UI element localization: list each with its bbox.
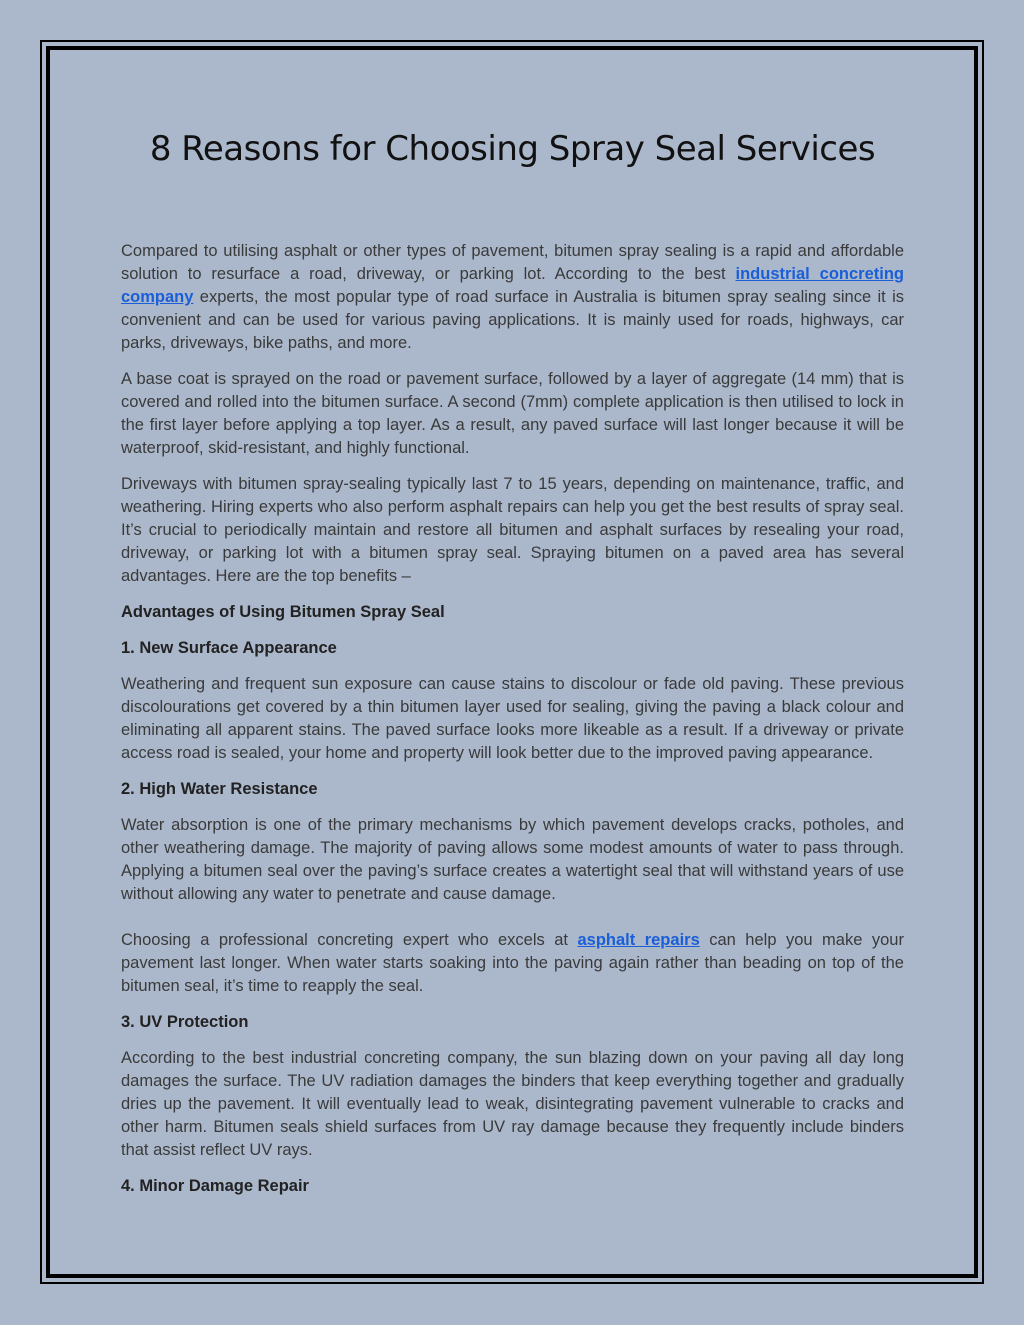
intro-paragraph bbox=[121, 240, 904, 355]
uv-protection-heading: 3. UV Protection bbox=[121, 1013, 249, 1031]
asphalt-repairs-link[interactable]: asphalt repairs bbox=[577, 931, 700, 949]
intro-text-start: Compared to utilising asphalt or other types of pavement, bitumen spray sealing is a rapid and affordable solution to resurface a road, driveway, or parking lot. According to the best bbox=[121, 242, 904, 283]
water-resistance-heading: 2. High Water Resistance bbox=[121, 780, 318, 798]
new-surface-heading: 1. New Surface Appearance bbox=[121, 639, 337, 657]
water-resistance-paragraph-2 bbox=[121, 929, 904, 998]
water-resistance-paragraph: Water absorption is one of the primary mechanisms by which pavement develops cracks, potholes, and other weathering damage. The majority of paving allows some modest amounts of water to pass through. Applying a bitumen seal over the paving’s surface creates a watertight seal that will withstand years of use without allowing any water to penetrate and cause damage. bbox=[121, 816, 904, 903]
intro-text-end: experts, the most popular type of road surface in Australia is bitumen spray sealing since it is convenient and can be used for various paving applications. It is mainly used for roads, highways, car parks, driveways, bike paths, and more. bbox=[121, 288, 904, 352]
base-coat-paragraph: A base coat is sprayed on the road or pavement surface, followed by a layer of aggregate (14 mm) that is covered and rolled into the bitumen surface. A second (7mm) complete application is then utilised to lock in the first layer before applying a top layer. As a result, any paved surface will last longer because it will be waterproof, skid-resistant, and highly functional. bbox=[121, 370, 904, 457]
uv-protection-paragraph: According to the best industrial concreting company, the sun blazing down on your paving all day long damages the surface. The UV radiation damages the binders that keep everything together and gradually dries up the pavement. It will eventually lead to weak, disintegrating pavement vulnerable to cracks and other harm. Bitumen seals shield surfaces from UV ray damage because they frequently include binders that assist reflect UV rays. bbox=[121, 1049, 904, 1159]
minor-damage-heading: 4. Minor Damage Repair bbox=[121, 1177, 309, 1195]
advantages-heading: Advantages of Using Bitumen Spray Seal bbox=[121, 603, 445, 621]
document-body bbox=[121, 122, 904, 1211]
driveways-paragraph: Driveways with bitumen spray-sealing typically last 7 to 15 years, depending on maintenance, traffic, and weathering. Hiring experts who also perform asphalt repairs can help you get the best results of spray seal. It’s crucial to periodically maintain and restore all bitumen and asphalt surfaces by resealing your road, driveway, or parking lot with a bitumen spray seal. Spraying bitumen on a paved area has several advantages. Here are the top benefits – bbox=[121, 475, 904, 585]
new-surface-paragraph: Weathering and frequent sun exposure can cause stains to discolour or fade old paving. These previous discolourations get covered by a thin bitumen layer used for sealing, giving the paving a black colour and eliminating all apparent stains. The paved surface looks more likeable as a result. If a driveway or private access road is sealed, your home and property will look better due to the improved paving appearance. bbox=[121, 675, 904, 762]
document-title: 8 Reasons for Choosing Spray Seal Services bbox=[149, 129, 876, 169]
industrial-concreting-company-link[interactable]: industrial concreting company bbox=[121, 265, 905, 306]
water-resistance-text-end: can help you make your pavement last longer. When water starts soaking into the paving again rather than beading on top of the bitumen seal, it’s time to reapply the seal. bbox=[121, 931, 904, 995]
water-resistance-text-start: Choosing a professional concreting expert who excels at bbox=[121, 931, 578, 949]
blank-line bbox=[121, 906, 904, 929]
